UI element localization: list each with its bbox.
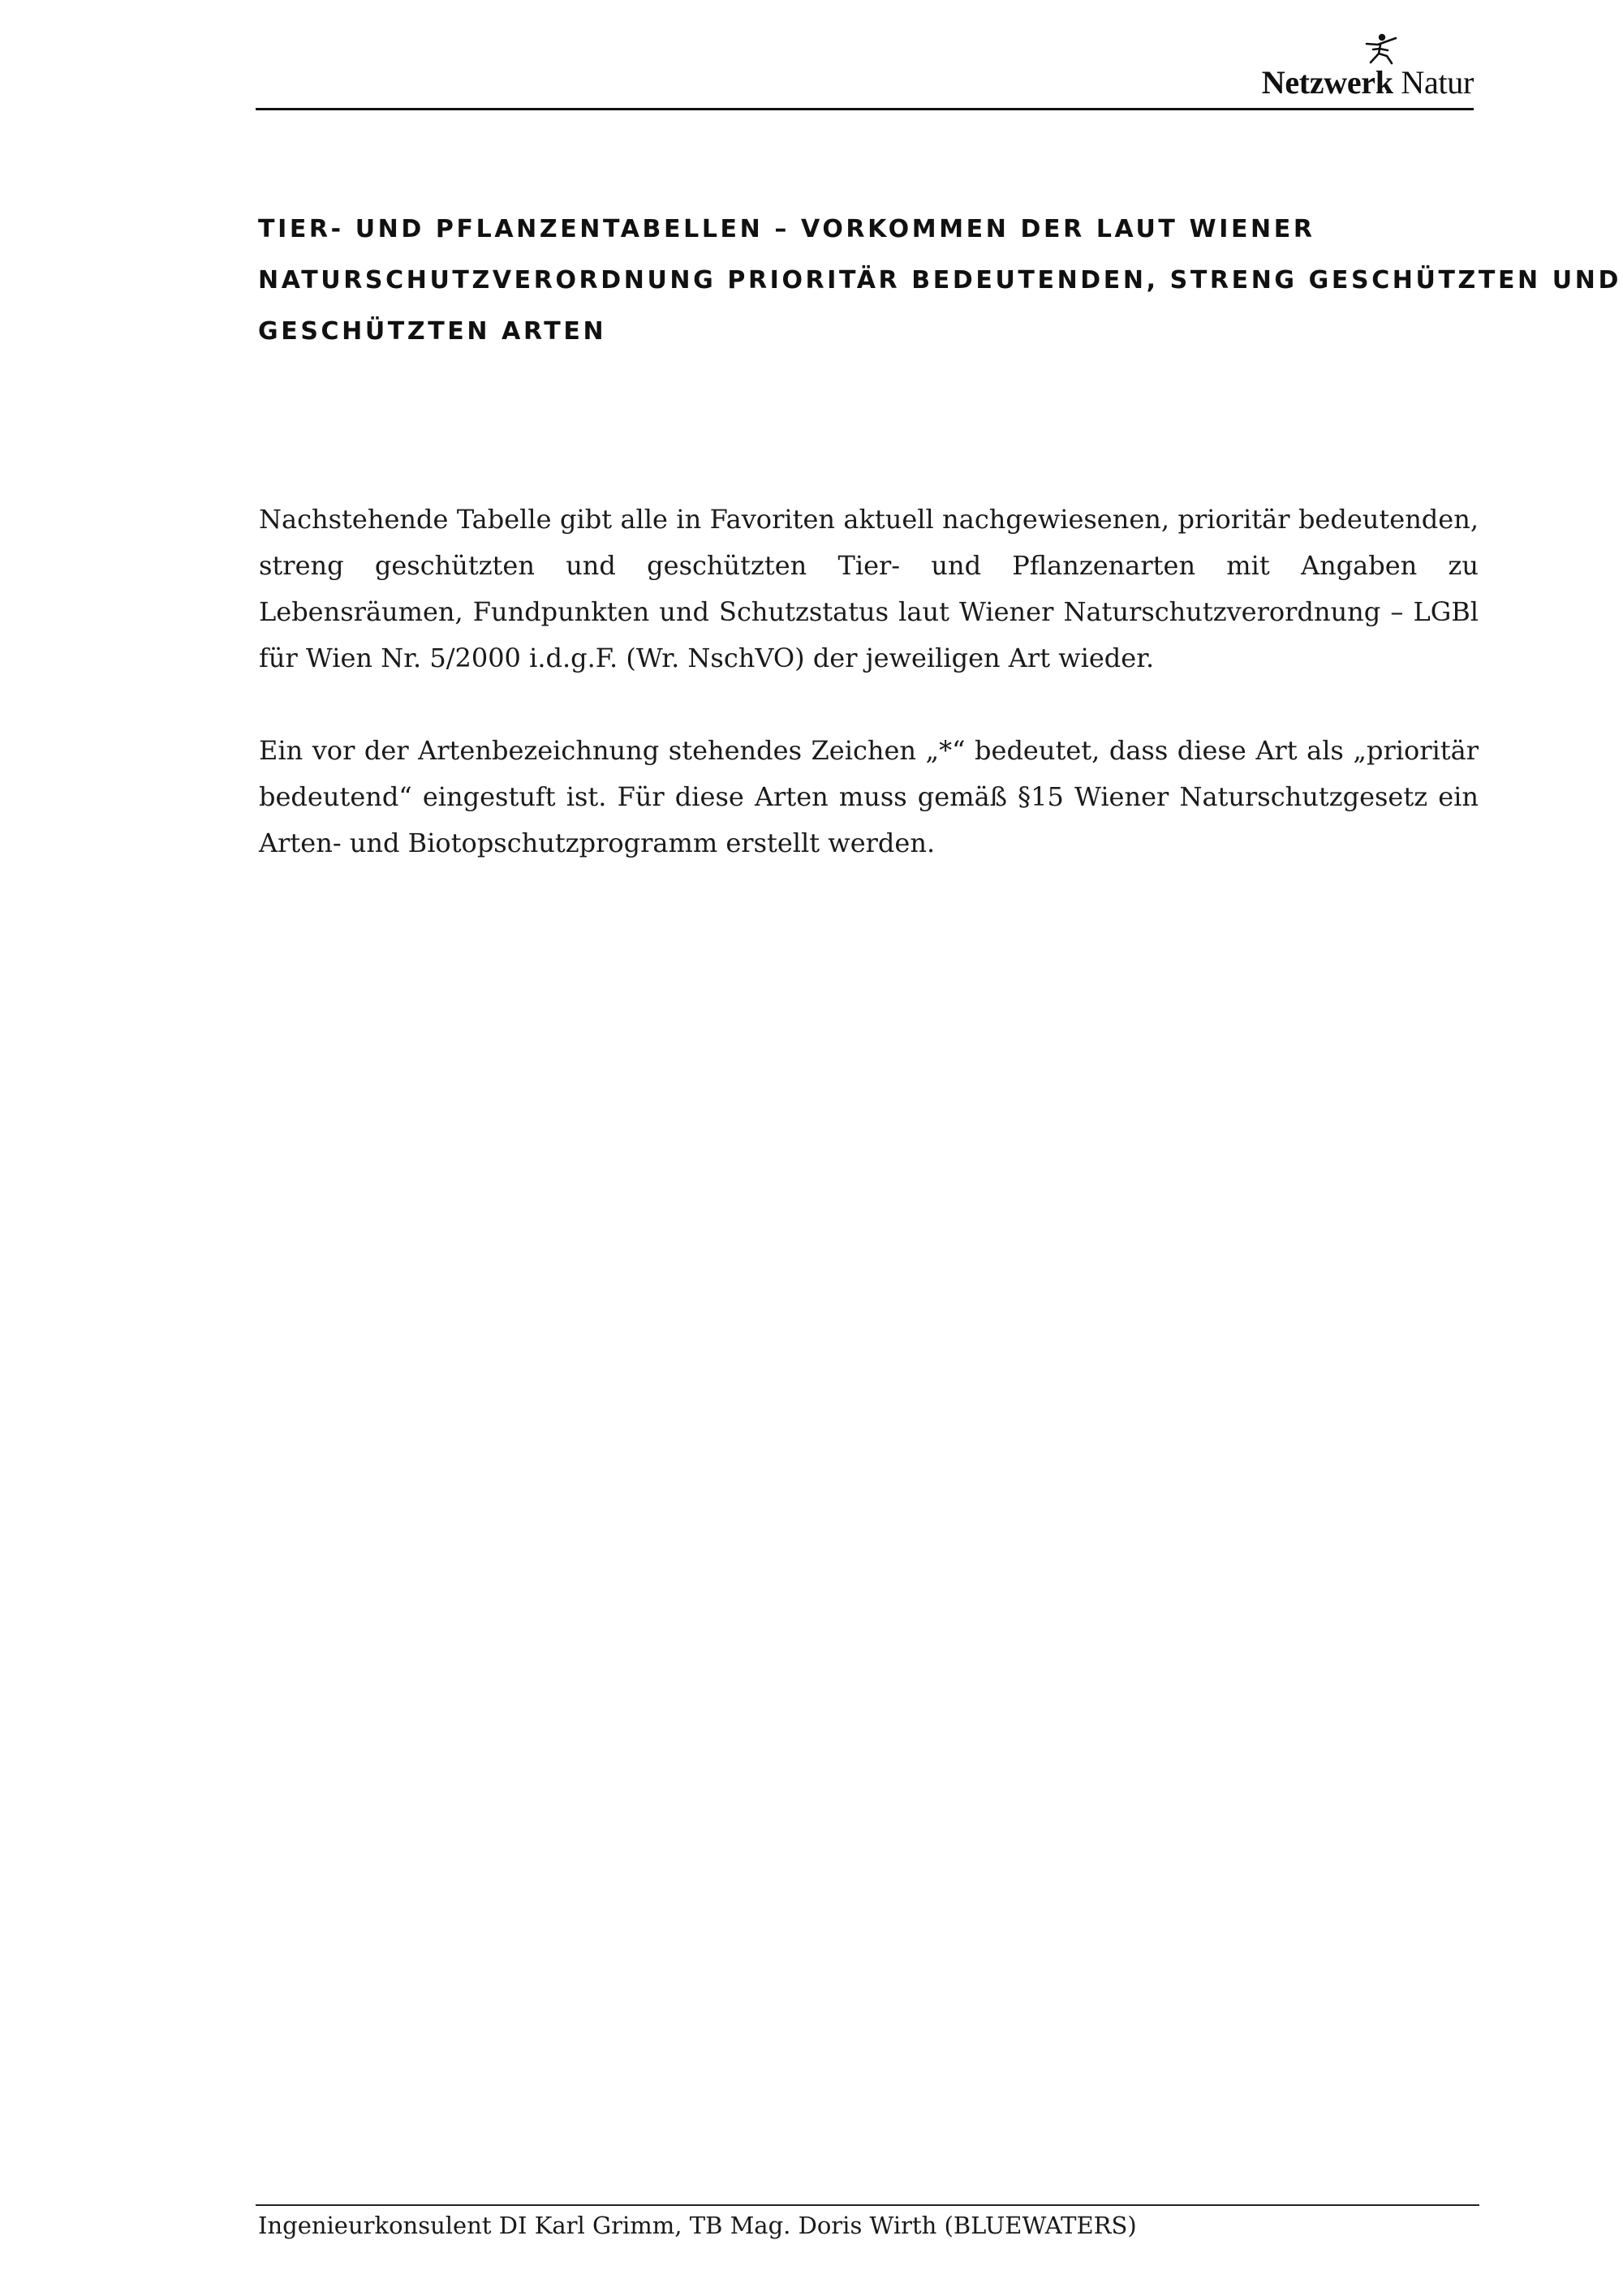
logo-word-natur: Natur [1401, 64, 1474, 101]
header-divider [256, 108, 1474, 110]
title-line-2: NATURSCHUTZVERORDNUNG PRIORITÄR BEDEUTENDEN, STRENG GESCHÜTZTEN UND [258, 266, 1621, 295]
title-line-3: GESCHÜTZTEN ARTEN [258, 317, 607, 346]
footer-divider [256, 2204, 1479, 2206]
netzwerk-natur-logo [1230, 29, 1474, 99]
page-header [256, 29, 1474, 110]
asterisk-explanation-paragraph: Ein vor der Artenbezeichnung stehendes Zeichen „*“ bedeutet, dass diese Art als „prioritär bedeutend“ eingestuft ist. Für diese Arten muss gemäß §15 Wiener Naturschutzgesetz ein Arten- und Biotopschutzprogramm erstellt werden. [259, 735, 1479, 858]
footer-credits: Ingenieurkonsulent DI Karl Grimm, TB Mag. Doris Wirth (BLUEWATERS) [258, 2212, 1137, 2239]
intro-paragraph: Nachstehende Tabelle gibt alle in Favoriten aktuell nachgewiesenen, prioritär bedeutenden, streng geschützten und geschützten Tier- und Pflanzenarten mit Angaben zu Lebensräumen, Fundpunkten und Schutzstatus laut Wiener Naturschutzverordnung – LGBl für Wien Nr. 5/2000 i.d.g.F. (Wr. NschVO) der jeweiligen Art wieder. [259, 504, 1479, 673]
page-title [258, 204, 1621, 357]
title-line-1: TIER- UND PFLANZENTABELLEN – VORKOMMEN DER LAUT WIENER [258, 215, 1315, 243]
logo-word-netzwerk: Netzwerk [1261, 64, 1393, 101]
page-footer [256, 2204, 1479, 2253]
leaping-figure-icon [1363, 32, 1399, 65]
logo-wordmark [1261, 64, 1474, 101]
body-content [259, 497, 1479, 913]
